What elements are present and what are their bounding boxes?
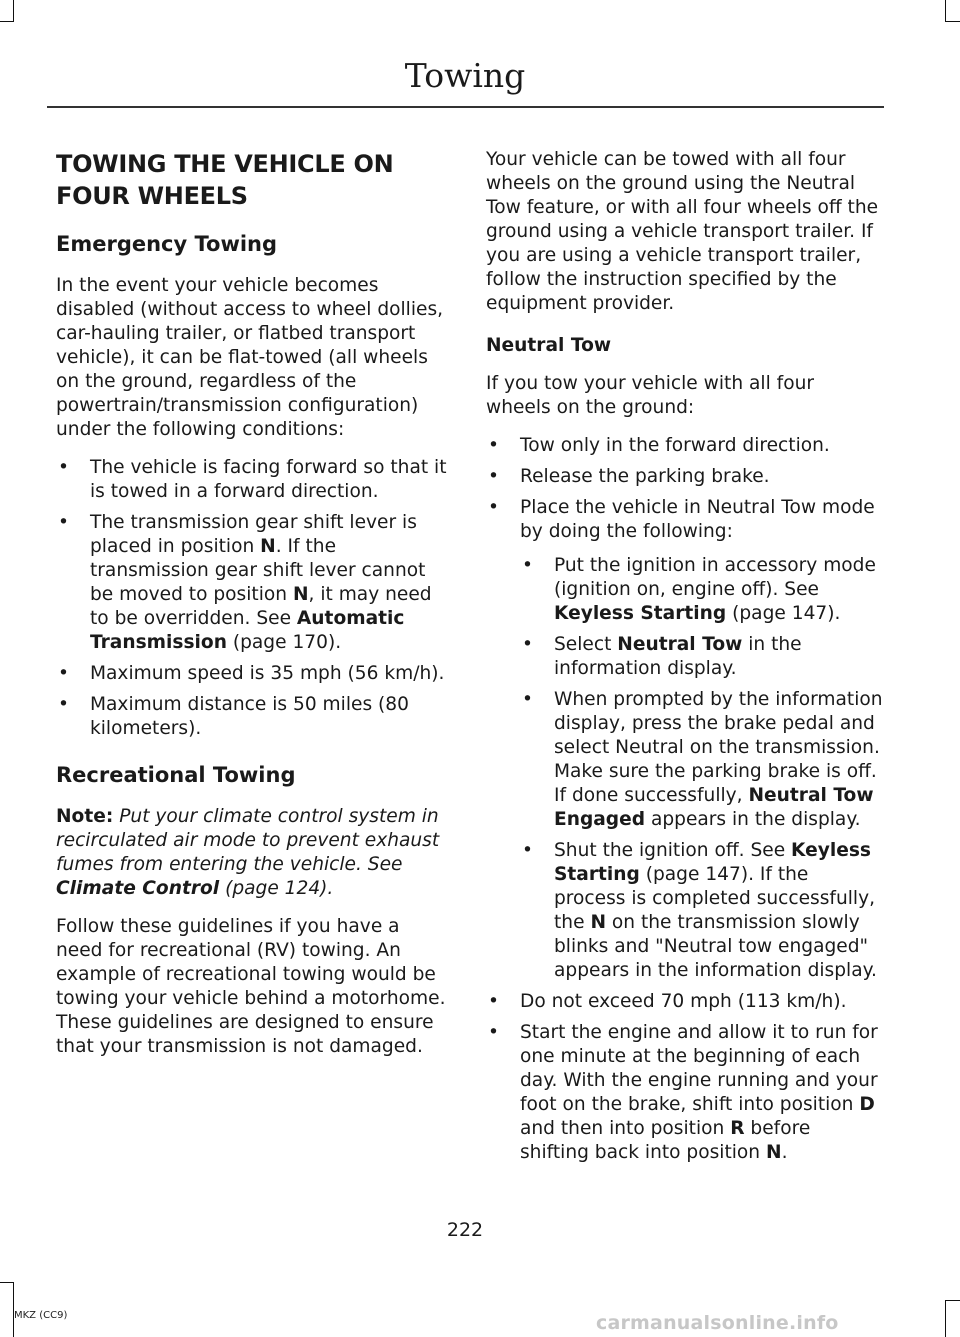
list-item: • Place the vehicle in Neutral Tow mode by doing the following: • Put the ignition in accessory mode (ignition on, engine off). See Keyless Starting (page 147). • Select Neutral Tow in the information display. • When prompted by the information display, press the brake pedal and select Neutral on the transmission. Make sure the parking brake is off. If done successfully, Neutral Tow Engaged appears in the display. • Shut the ignition off. See Keyless Starting (page 147). If the process is completed successfully, the N on the transmission slowly blinks and "Neutral tow engaged" appears in the information display. [486,496,884,983]
emergency-towing-heading: Emergency Towing [56,232,278,256]
header-divider [47,106,884,108]
left-column [56,148,449,1073]
crop-mark [945,1300,946,1337]
recreational-towing-heading: Recreational Towing [56,763,296,787]
automatic-transmission-link[interactable]: Automatic Transmission [90,608,405,653]
list-item: • When prompted by the information display, press the brake pedal and select Neutral on the transmission. Make sure the parking brake is off. If done successfully, Neutral Tow Engaged appears in the display. [520,688,884,832]
crop-mark [945,0,946,22]
emergency-conditions-list [56,456,449,741]
page-number: 222 [446,1219,484,1241]
climate-control-link[interactable]: Climate Control [56,878,220,899]
recreational-body: Follow these guidelines if you have a need for recreational (RV) towing. An example of recreational towing would be towing your vehicle behind a motorhome. These guidelines are designed to ensure that your transmission is not damaged. [56,916,446,1057]
emergency-intro: In the event your vehicle becomes disabled (without access to wheel dollies, car-hauling trailer, or flatbed transport vehicle), it can be flat-towed (all wheels on the ground, regardless of the powertrain/transmission configuration) under the following conditions: [56,275,444,440]
list-item: • Do not exceed 70 mph (113 km/h). [486,990,884,1014]
neutral-tow-intro: If you tow your vehicle with all four wheels on the ground: [486,373,814,418]
list-item: • Tow only in the forward direction. [486,434,884,458]
crop-mark [13,0,14,22]
watermark: carmanualsonline.info [596,1312,839,1334]
page-header-title: Towing [404,56,526,95]
list-item: • Release the parking brake. [486,465,884,489]
crop-mark [945,1300,960,1301]
crop-mark [0,21,14,22]
crop-mark [945,21,960,22]
right-column [486,148,884,1179]
keyless-starting-link[interactable]: Keyless Starting [554,603,727,624]
list-item: • Select Neutral Tow in the information display. [520,633,884,681]
keyless-starting-link[interactable]: Keyless Starting [554,840,871,885]
list-item: • The transmission gear shift lever is placed in position N. If the transmission gear shift lever cannot be moved to position N, it may need to be overridden. See Automatic Transmission (page 170). [56,511,449,655]
note: Note: Put your climate control system in recirculated air mode to prevent exhaust fumes from entering the vehicle. See Climate Control (page 124). [56,806,440,899]
section-heading: TOWING THE VEHICLE ON FOUR WHEELS [56,150,394,210]
list-item: • Maximum speed is 35 mph (56 km/h). [56,662,449,686]
list-item: • The vehicle is facing forward so that it is towed in a forward direction. [56,456,449,504]
neutral-tow-heading: Neutral Tow [486,335,612,356]
list-item: • Maximum distance is 50 miles (80 kilometers). [56,693,449,741]
list-item: • Start the engine and allow it to run for one minute at the beginning of each day. With the engine running and your foot on the brake, shift into position D and then into position R before shifting back into position N. [486,1021,884,1165]
neutral-tow-list [486,434,884,1165]
right-intro: Your vehicle can be towed with all four wheels on the ground using the Neutral Tow feature, or with all four wheels off the ground using a vehicle transport trailer. If you are using a vehicle transport trailer, follow the instruction specified by the equipment provider. [486,149,879,314]
list-item: • Shut the ignition off. See Keyless Starting (page 147). If the process is completed successfully, the N on the transmission slowly blinks and "Neutral tow engaged" appears in the information display. [520,839,884,983]
model-code: MKZ (CC9) [14,1310,68,1321]
list-item: • Put the ignition in accessory mode (ignition on, engine off). See Keyless Starting (page 147). [520,554,884,626]
crop-mark [0,1282,14,1283]
neutral-tow-steps [520,554,884,983]
